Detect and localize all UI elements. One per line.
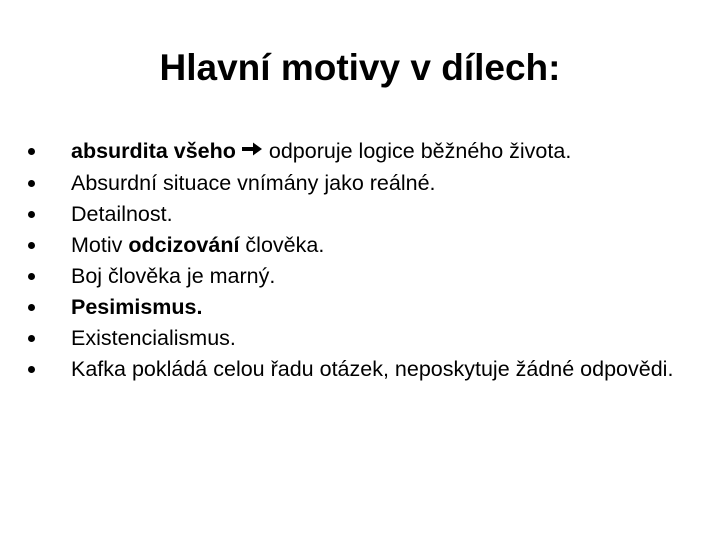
bullet-item — [24, 261, 684, 292]
bullet-text: Motiv — [71, 232, 129, 257]
bullet-icon — [28, 180, 35, 187]
bullet-text: Existencialismus. — [71, 325, 236, 350]
bullet-text: Kafka pokládá celou řadu otázek, neposkytuje žádné odpovědi. — [71, 356, 674, 381]
bullet-text-bold: odcizování — [128, 232, 240, 257]
bullet-item — [24, 199, 684, 230]
right-arrow-icon — [241, 135, 263, 166]
bullet-item — [24, 354, 684, 385]
bullet-list — [24, 136, 684, 385]
bullet-icon — [28, 148, 35, 155]
bullet-icon — [28, 304, 35, 311]
slide-title: Hlavní motivy v dílech: — [159, 47, 561, 88]
bullet-icon — [28, 335, 35, 342]
bullet-item — [24, 136, 684, 168]
bullet-icon — [28, 211, 35, 218]
bullet-text: Boj člověka je marný. — [71, 263, 276, 288]
bullet-item — [24, 292, 684, 323]
bullet-text: Absurdní situace vnímány jako reálné. — [71, 170, 436, 195]
bullet-item — [24, 323, 684, 354]
bullet-text: odporuje logice běžného života. — [268, 139, 572, 163]
bullet-icon — [28, 366, 35, 373]
bullet-text-bold: Pesimismus. — [71, 294, 203, 319]
bullet-text: člověka. — [239, 232, 325, 257]
bullet-icon — [28, 242, 35, 249]
bullet-item — [24, 230, 684, 261]
bullet-text: Detailnost. — [71, 201, 173, 226]
bullet-text-bold: absurdita všeho — [71, 139, 236, 163]
bullet-icon — [28, 273, 35, 280]
bullet-item — [24, 168, 684, 199]
